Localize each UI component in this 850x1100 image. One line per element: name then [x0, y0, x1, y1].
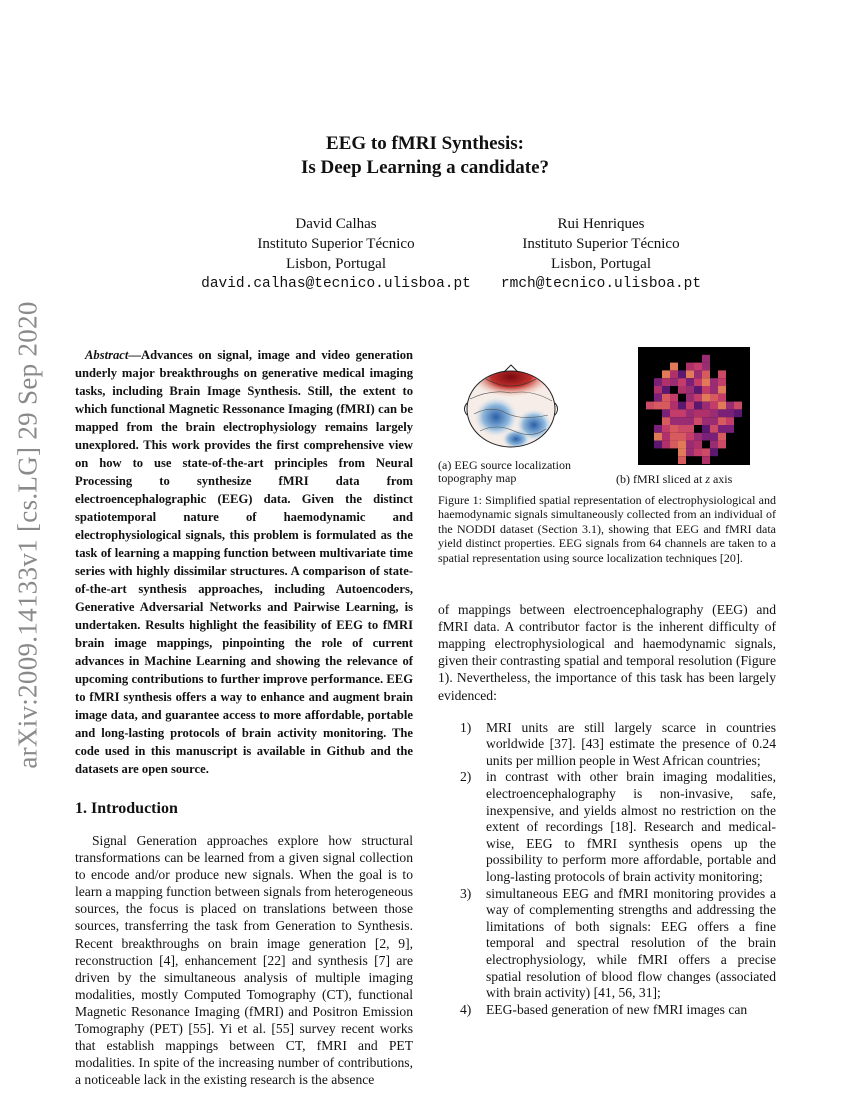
- fmri-voxel: [702, 394, 710, 402]
- fmri-voxel: [670, 386, 678, 394]
- title-line-2: Is Deep Learning a candidate?: [300, 157, 550, 178]
- fmri-voxel: [670, 409, 678, 417]
- list-item-text: MRI units are still largely scarce in countries worldwide [37]. [43] estimate the presence of 0.24 units per million people in West African countries;: [486, 719, 776, 768]
- fmri-voxel: [718, 386, 726, 394]
- fmri-voxel: [718, 378, 726, 386]
- fmri-voxel: [710, 409, 718, 417]
- abstract-label: Abstract: [85, 348, 129, 362]
- fmri-voxel: [694, 417, 702, 425]
- fmri-voxel: [702, 409, 710, 417]
- abstract-text: —Advances on signal, image and video generation underly major breakthroughs on generative medical imaging tasks, including Brain Image Synthesis. Still, the extent to which functional Magnetic Ressonance Imaging (fMRI) can be mapped from the brain electrophysiology remains largely unexplored. This work provides the first comprehensive view on how to use state-of-the-art principles from Neural Processing to synthesize fMRI data from electroencephalographic (EEG) data. Given the distinct spatiotemporal nature of haemodynamic and electrophysiological signals, this problem is formulated as the task of learning a mapping function between multivariate time series with highly dissimilar structures. A comparison of state-of-the-art synthesis approaches, including Autoencoders, Generative Adversarial Networks and Pairwise Learning, is undertaken. Results highlight the feasibility of EEG to fMRI brain image mappings, pinpointing the role of current advances in Machine Learning and showing the relevance of upcoming contributions to further improve performance. EEG to fMRI synthesis offers a way to enhance and augment brain image data, and guarantee access to more affordable, portable and long-lasting protocols of brain activity monitoring. The code used in this manuscript is available in Github and the datasets are open source.: [75, 348, 413, 776]
- fmri-voxel: [710, 448, 718, 456]
- author-location: Lisbon, Portugal: [286, 256, 386, 272]
- fmri-voxel: [686, 425, 694, 433]
- fmri-voxel: [670, 378, 678, 386]
- fmri-voxel: [678, 402, 686, 410]
- fmri-voxel: [734, 402, 742, 410]
- figure-1: [438, 345, 776, 485]
- left-column: [75, 346, 413, 1088]
- fmri-voxel: [654, 425, 662, 433]
- fmri-voxel: [686, 378, 694, 386]
- fmri-voxel: [678, 378, 686, 386]
- list-item: [438, 886, 776, 1002]
- fmri-voxel: [670, 425, 678, 433]
- fmri-voxel: [654, 402, 662, 410]
- fmri-voxel: [670, 417, 678, 425]
- fmri-voxel: [710, 433, 718, 441]
- section-heading-introduction: 1. Introduction: [75, 800, 178, 817]
- fmri-voxel: [662, 425, 670, 433]
- fmri-voxel: [694, 441, 702, 449]
- fmri-voxel: [678, 441, 686, 449]
- fmri-voxel: [662, 441, 670, 449]
- fmri-voxel: [678, 425, 686, 433]
- fmri-voxel: [678, 417, 686, 425]
- fmri-voxel: [654, 378, 662, 386]
- fmri-voxel: [662, 394, 670, 402]
- fmri-voxel: [726, 409, 734, 417]
- fmri-voxel: [646, 402, 654, 410]
- subcaption-b-variable: z: [705, 472, 710, 486]
- fmri-voxel: [718, 409, 726, 417]
- fmri-voxel: [654, 394, 662, 402]
- fmri-voxel: [662, 417, 670, 425]
- fmri-voxel: [718, 441, 726, 449]
- fmri-voxel: [678, 370, 686, 378]
- fmri-voxel: [670, 394, 678, 402]
- fmri-voxel: [710, 425, 718, 433]
- fmri-voxel: [702, 370, 710, 378]
- subfigure-b: [616, 345, 776, 486]
- contribution-list: [438, 720, 776, 1019]
- author-institution: Instituto Superior Técnico: [522, 236, 680, 252]
- fmri-voxel: [702, 417, 710, 425]
- fmri-voxel: [654, 386, 662, 394]
- fmri-voxel: [662, 386, 670, 394]
- subcaption-a: (a) EEG source localization topography map: [438, 458, 571, 485]
- fmri-voxel: [694, 409, 702, 417]
- fmri-voxel: [718, 433, 726, 441]
- fmri-voxel: [670, 441, 678, 449]
- fmri-slice-image: [638, 347, 750, 465]
- fmri-voxel: [726, 425, 734, 433]
- fmri-voxel: [662, 402, 670, 410]
- fmri-voxel: [670, 402, 678, 410]
- fmri-voxel: [686, 448, 694, 456]
- fmri-voxel: [710, 386, 718, 394]
- fmri-voxel: [702, 386, 710, 394]
- fmri-voxel: [718, 425, 726, 433]
- fmri-voxel: [710, 417, 718, 425]
- fmri-voxel: [702, 433, 710, 441]
- fmri-voxel: [654, 441, 662, 449]
- fmri-voxel: [694, 394, 702, 402]
- fmri-voxel: [678, 448, 686, 456]
- list-item-number: 3): [460, 885, 472, 901]
- list-item-number: 2): [460, 769, 472, 785]
- author-block-2: [431, 214, 771, 294]
- fmri-voxel: [718, 370, 726, 378]
- list-item-number: 4): [460, 1001, 472, 1017]
- paper-title: [0, 132, 850, 180]
- fmri-voxel: [686, 363, 694, 371]
- fmri-voxel: [678, 409, 686, 417]
- list-item: [438, 1002, 776, 1019]
- author-name: David Calhas: [295, 216, 377, 232]
- fmri-voxel: [702, 402, 710, 410]
- author-location: Lisbon, Portugal: [551, 256, 651, 272]
- fmri-voxel: [710, 378, 718, 386]
- fmri-voxel: [726, 417, 734, 425]
- eeg-topography-map: [456, 359, 566, 459]
- list-item-text: simultaneous EEG and fMRI monitoring provides a way of complementing strengths and addressing the limitations of both signals: EEG offers a fine temporal and spectral resolution of the brain electrophysiology, while fMRI offers a precise spatial resolution of blood flow changes (associated with brain activity) [41, 56, 31];: [486, 885, 776, 1001]
- fmri-voxel: [670, 433, 678, 441]
- fmri-voxel: [678, 394, 686, 402]
- list-item-text: in contrast with other brain imaging modalities, electroencephalography is non-invasive, safe, inexpensive, and yields almost no restriction on the extent of recordings [18]. Research and medical-wise, EEG to fMRI synthesis opens up the possibility to perform more affordable, portable and long-lasting protocols of brain activity monitoring;: [486, 769, 776, 884]
- fmri-voxel: [718, 417, 726, 425]
- fmri-voxel: [694, 448, 702, 456]
- fmri-voxel: [694, 402, 702, 410]
- fmri-voxel: [702, 363, 710, 371]
- fmri-voxel: [662, 409, 670, 417]
- fmri-voxel: [702, 378, 710, 386]
- fmri-voxel: [678, 386, 686, 394]
- fmri-voxel: [702, 425, 710, 433]
- author-email[interactable]: rmch@tecnico.ulisboa.pt: [500, 276, 702, 292]
- fmri-voxel: [694, 370, 702, 378]
- fmri-voxel: [686, 441, 694, 449]
- abstract: [75, 346, 413, 778]
- list-item: [438, 720, 776, 770]
- fmri-voxel: [726, 402, 734, 410]
- author-name: Rui Henriques: [557, 216, 645, 232]
- fmri-voxel: [686, 417, 694, 425]
- fmri-voxel: [702, 355, 710, 363]
- subcaption-b-prefix: (b) fMRI sliced at: [616, 472, 706, 486]
- fmri-voxel: [702, 456, 710, 464]
- fmri-voxel: [702, 441, 710, 449]
- fmri-voxel: [662, 378, 670, 386]
- fmri-voxel: [686, 386, 694, 394]
- fmri-voxel: [718, 394, 726, 402]
- arxiv-identifier: arXiv:2009.14133v1 [cs.LG] 29 Sep 2020: [12, 301, 43, 769]
- fmri-voxel: [718, 402, 726, 410]
- subfigure-a: [438, 345, 588, 485]
- intro-paragraph: Signal Generation approaches explore how structural transformations can be learned from a given signal collection to encode and/or produce new signals. When the goal is to learn a mapping function between signals from heterogeneous sources, the focus is placed on translations between those sources, transferring the task from Generation to Synthesis. Recent breakthroughs on brain image generation [2, 9], reconstruction [4], enhancement [22] and synthesis [7] are driven by the simultaneous analysis of multiple imaging modalities, mostly Computed Tomography (CT), functional Magnetic Resonance Imaging (fMRI) and Positron Emission Tomography (PET) [55]. Yi et al. [55] survey recent works that establish mappings between CT, fMRI and PET modalities. In spite of the increasing number of contributions, a noticeable lack in the existing research is the absence: [75, 833, 413, 1088]
- fmri-voxel: [662, 433, 670, 441]
- fmri-voxel: [670, 363, 678, 371]
- fmri-voxel: [694, 433, 702, 441]
- fmri-voxel: [694, 386, 702, 394]
- list-item-number: 1): [460, 719, 472, 735]
- fmri-voxel: [686, 402, 694, 410]
- author-email[interactable]: david.calhas@tecnico.ulisboa.pt: [201, 276, 471, 292]
- list-item: [438, 769, 776, 885]
- fmri-voxel: [710, 402, 718, 410]
- fmri-voxel: [710, 394, 718, 402]
- title-line-1: EEG to fMRI Synthesis:: [326, 133, 524, 154]
- fmri-voxel: [694, 363, 702, 371]
- fmri-voxel: [686, 433, 694, 441]
- fmri-voxel: [686, 409, 694, 417]
- figure-caption: Figure 1: Simplified spatial representation of electrophysiological and haemodynamic signals simultaneously collected from an individual of the NODDI dataset (Section 3.1), showing that EEG and fMRI data yield distinct properties. EEG signals from 64 channels are taken to a spatial representation using source localization techniques [20].: [438, 493, 776, 565]
- list-item-text: EEG-based generation of new fMRI images can: [486, 1001, 748, 1017]
- fmri-voxel: [710, 441, 718, 449]
- fmri-voxel: [678, 456, 686, 464]
- fmri-voxel: [694, 425, 702, 433]
- fmri-voxel: [686, 394, 694, 402]
- right-paragraph: of mappings between electroencephalography (EEG) and fMRI data. A contributor factor is the inherent difficulty of mapping electrophysiological and haemodynamic signals, given their contrasting spatial and temporal resolution (Figure 1). Nevertheless, the importance of this task has been largely evidenced:: [438, 602, 776, 703]
- subcaption-b-suffix: axis: [709, 472, 733, 486]
- fmri-voxel: [654, 433, 662, 441]
- author-institution: Instituto Superior Técnico: [257, 236, 415, 252]
- fmri-voxel: [694, 378, 702, 386]
- fmri-voxel: [670, 370, 678, 378]
- fmri-voxel: [702, 448, 710, 456]
- fmri-voxel: [662, 370, 670, 378]
- fmri-voxel: [678, 433, 686, 441]
- fmri-voxel: [686, 370, 694, 378]
- subcaption-b: [616, 473, 776, 486]
- right-column: [438, 345, 776, 1018]
- arxiv-sidebar: [6, 290, 50, 780]
- fmri-voxel: [734, 409, 742, 417]
